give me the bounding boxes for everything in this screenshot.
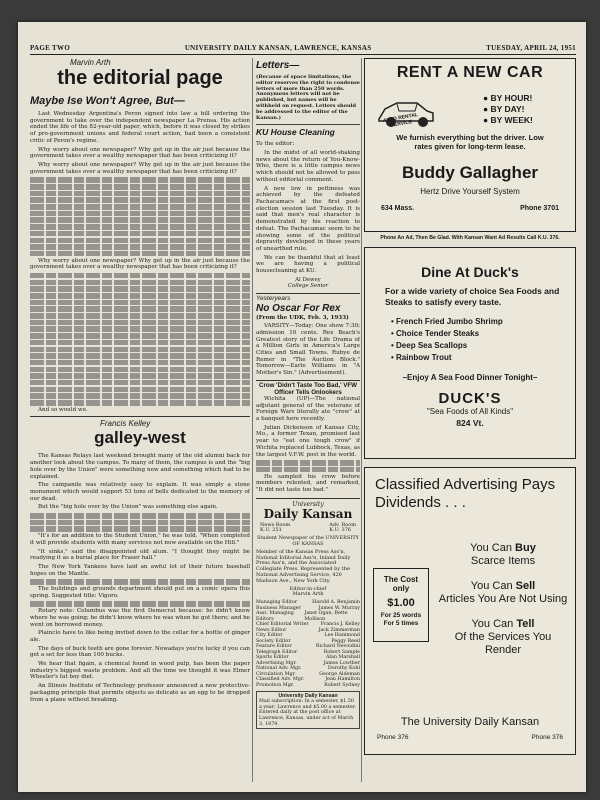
option-day: ● BY DAY! bbox=[483, 104, 525, 114]
paragraph: Why worry about one newspaper? Why get up in the air just because the government takes over a wealthy newspaper that has been criticizing it? bbox=[30, 146, 250, 160]
staff-member: James W. Murray bbox=[318, 605, 360, 611]
paragraph: Rotary note: Columbus was the first Democrat because: he didn't know where he was going; he didn't know where he was when he got there; and he went on borrowed money. bbox=[30, 608, 250, 628]
staff-member: George Aldeman bbox=[319, 671, 360, 677]
menu-item: • French Fried Jumbo Shrimp bbox=[391, 317, 503, 326]
classified-footer: The University Daily Kansan bbox=[400, 716, 540, 728]
crow-section bbox=[256, 380, 360, 494]
staff-member: Robert Sydney bbox=[324, 682, 360, 688]
paragraph: A new low in pettiness was achieved by the defeated Pachacamacs at the first post-election session last Tuesday. It is said that men's real character is demonstrated by his reaction to defeat. The Pachacamac seem to be showing some of the political depravity developed in these years of unearthed rule. bbox=[256, 185, 360, 252]
news-room-ext: K.U. 251 bbox=[260, 527, 282, 534]
column-rule bbox=[252, 58, 253, 782]
paragraph: Julian Dickenson of Kansas City, Mo., a former Texan, promised last year to "eat one tough crow" if Wichita replaced Lubbock, Texas, as the largest V.F.W. post in the world. bbox=[256, 424, 360, 458]
staff-role: Sports Editor bbox=[256, 655, 289, 661]
letters-headline: KU House Cleaning bbox=[256, 124, 360, 137]
staff-role: Managing Editor bbox=[256, 600, 298, 606]
issue-date: TUESDAY, APRIL 24, 1951 bbox=[486, 44, 576, 52]
ducks-address: 824 Vt. bbox=[456, 418, 484, 428]
letter-signature: Al Dewey bbox=[295, 276, 321, 283]
member-line: Member of the Kansas Press Ass'n, National Editorial Ass'n, Inland Daily Press Ass'n, and the Associated Collegiate Press. Represented by the National Advertising Service, 420 Madison Ave., New York City. bbox=[256, 548, 351, 584]
staff-role: Business Manager bbox=[256, 605, 301, 611]
page-masthead bbox=[30, 42, 576, 55]
rent-car-headline: RENT A NEW CAR bbox=[396, 64, 544, 81]
letter-school: College Senior bbox=[287, 283, 329, 290]
paragraph: We hear that figain, a chemical found in wood pulp, has been the paper industry's biggest waste problem. And all the time we thought it was Elmer Wheeler's fat boy diet. bbox=[30, 661, 250, 681]
paragraph: We can be thankful that at least we are having a political housecleaning at KU. bbox=[256, 254, 360, 275]
phone-rooms bbox=[260, 523, 356, 535]
paragraph: Last Wednesday Argentina's Peron signed into law a bill ordering the government to take over the independent newspaper La Prensa. His action ended the life of the 82-year-old paper, which, before it was closed by strikes of pro-government unions and federal court action, had been a consistent critic of Peron's regime. bbox=[30, 111, 250, 144]
option-week: ● BY WEEK! bbox=[483, 115, 533, 125]
editorial-byline: Marvin Arth bbox=[70, 58, 111, 67]
paragraph: Why worry about one newspaper? Why get up in the air just because the government takes over a wealthy newspaper that has been criticizing it? bbox=[30, 161, 250, 175]
cost-title: The Cost only bbox=[383, 575, 419, 593]
paragraph: "It sinks," said the disappointed old alum. "I thought they might be readying it as a burial place for Fraser hall." bbox=[30, 548, 250, 562]
rental-service-label: AUTO RENTAL SERVICE bbox=[382, 112, 419, 129]
phone-left: Phone 376 bbox=[377, 734, 409, 741]
paragraph: The Kansas Relays last weekend brought many of the old alumni back for another look about the campus. To many of them, the campus is and the "big hole over by the Union" were something new and something which had to be explained. bbox=[30, 453, 250, 480]
paper-name: UNIVERSITY DAILY KANSAN, LAWRENCE, KANSAS bbox=[184, 44, 372, 52]
staff-role: Telegraph Editor bbox=[256, 649, 298, 655]
staff-subtitle: Student Newspaper of the UNIVERSITY OF KANSAS bbox=[257, 535, 359, 548]
option-hour: ● BY HOUR! bbox=[483, 93, 533, 103]
ad-column bbox=[364, 58, 576, 755]
dealer-contact bbox=[381, 205, 559, 212]
dealer-phone: Phone 3701 bbox=[520, 205, 559, 212]
paragraph: Wichita (UP)—The national adjutant general of the veterans of Foreign Wars literally ate "crow" at a banquet here recently. bbox=[256, 395, 360, 422]
staff-member: Robert Sample bbox=[323, 649, 360, 655]
ducks-menu bbox=[391, 316, 575, 364]
staff-member: Peggy Reed bbox=[331, 638, 360, 644]
galley-byline: Francis Kelley bbox=[100, 419, 151, 429]
staff-member: Lee Hammond bbox=[324, 633, 360, 639]
staff-role-row bbox=[256, 611, 360, 622]
ducks-slogan: "Sea Foods of All Kinds" bbox=[426, 407, 514, 416]
galley-title: galley-west bbox=[94, 428, 186, 448]
letters-intro: (Because of space limitations, the editor reserves the right to condense letters of more than 250 words. Anonymous letters will not be published, but names will be withheld on request. Letters should be addressed to the editor of the Kansan.) bbox=[256, 74, 360, 121]
staff-role: Classified Adv. Mgr. bbox=[256, 677, 305, 683]
rental-tagline: We furnish everything but the driver. Low rates given for long-term lease. bbox=[396, 133, 544, 151]
paragraph: Plainclo have to like being invited down to the cellar for a bottle of ginger ale. bbox=[30, 630, 250, 643]
classified-phones bbox=[377, 734, 563, 741]
staff-role: Society Editor bbox=[256, 638, 291, 644]
nameplate-kicker: University bbox=[292, 500, 324, 508]
paragraph: Why worry about one newspaper? Why get up in the air just because the government takes over a wealthy newspaper that has been criticizing it? bbox=[30, 257, 250, 271]
paragraph: He sampled his crow before members relented, and remarked, "It did not taste too bad." bbox=[256, 473, 360, 493]
classified-ad bbox=[364, 467, 576, 755]
adv-room-ext: K.U. 376 bbox=[329, 527, 352, 534]
yesteryears-dateline: (From the UDK, Feb. 3, 1933) bbox=[256, 314, 349, 321]
staff-role: News Editor bbox=[256, 627, 287, 633]
paragraph: In the midst of all world-shaking news about the return of You-Know-Who, there is a little campus news which should not be allowed to pass without editorial comment. bbox=[256, 150, 360, 183]
staff-role: City Editor bbox=[256, 633, 283, 639]
ducks-ad bbox=[364, 247, 576, 459]
yesteryears-text: VARSITY—Today: One show 7:30; admission 10 cents. Rex Beach's Greatest story of the Life Drama of a Million Girls in America's Large Cities and Small Towns. Rubye de Remer in "The Auction Block." Tomorrow—Earle Williams in "A Mother's Sin." (Advertisement). bbox=[256, 323, 360, 377]
ducks-headline: Dine At Duck's bbox=[421, 264, 519, 280]
staff-roles bbox=[256, 600, 360, 688]
paragraph: The campanile was relatively easy to explain. It was simply a stone monument which would support 53 tons of bells dedicated to the memory of our dead. bbox=[30, 482, 250, 502]
staff-role: National Adv. Mgr. bbox=[256, 666, 302, 672]
yesteryears-headline: No Oscar For Rex bbox=[256, 302, 341, 314]
dealer-name: Buddy Gallagher bbox=[401, 163, 539, 182]
ducks-name: DUCK'S bbox=[438, 390, 502, 407]
yesteryears-label: Yesteryears bbox=[256, 294, 291, 302]
letters-title: Letters— bbox=[256, 60, 300, 71]
editor-label: Editor-in-chief bbox=[289, 585, 327, 592]
editorial-title: the editorial page bbox=[57, 67, 223, 89]
staff-member: Richard Nevoidini bbox=[315, 644, 360, 650]
line-buy: You Can Buy Scarce Items bbox=[470, 542, 536, 567]
column-rule bbox=[361, 58, 362, 782]
rent-car-ad bbox=[364, 58, 576, 232]
staff-member: Alan Marshall bbox=[325, 655, 360, 661]
line-tell: You Can Tell Of the Services You Render bbox=[454, 618, 552, 656]
phone-right: Phone 376 bbox=[531, 734, 563, 741]
paragraph: And so would we. bbox=[38, 406, 88, 413]
staff-member: Jean Hamilton bbox=[325, 677, 360, 683]
menu-item: • Rainbow Trout bbox=[391, 353, 452, 362]
staff-role: Promotion Mgr. bbox=[256, 682, 295, 688]
dealer-address: 634 Mass. bbox=[381, 205, 415, 212]
paragraph: "It's for an addition to the Student Union," he was told. "When completed it will provide students with many services not now available on the Hill." bbox=[30, 533, 250, 546]
paragraph: The days of buck teeth are gone forever. Nowadays you're lucky if you can get a set for less than 100 bucks. bbox=[30, 645, 250, 659]
cost-box bbox=[373, 568, 429, 642]
paragraph: An Illinois Institute of Technology professor announced a new protective-packaging principle that permits objects as delicate as an egg to be dropped from a plane without breaking. bbox=[30, 683, 250, 703]
staff-box bbox=[256, 498, 360, 730]
paragraph: But the "big hole over by the Union" was something else again. bbox=[38, 504, 218, 511]
subscription-title: University Daily Kansan bbox=[278, 693, 338, 700]
staff-member: Dorothy Kohl bbox=[327, 666, 360, 672]
yesteryears-section bbox=[256, 293, 360, 377]
ducks-tagline: –Enjoy A Sea Food Dinner Tonight– bbox=[402, 373, 538, 382]
ducks-intro: For a wide variety of choice Sea Foods and Steaks to satisfy every taste. bbox=[385, 286, 560, 307]
staff-member: Harold A. Benjamin bbox=[312, 600, 360, 606]
want-ad-strip: Phone An Ad, Then Be Glad. With Kansan Want Ad Results Call K.U. 376. bbox=[380, 235, 560, 241]
staff-member: Francis J. Kelley bbox=[320, 622, 360, 628]
classified-headline: Classified Advertising Pays Dividends . . . bbox=[375, 476, 556, 511]
editorial-headline: Maybe Ise Won't Agree, But— bbox=[30, 95, 185, 107]
staff-member: Janet Ogan, Bette Mollison bbox=[304, 611, 348, 622]
letter-body bbox=[256, 141, 360, 289]
staff-role: Advertising Mgr. bbox=[256, 660, 297, 666]
news-room-label: News Room bbox=[260, 521, 291, 528]
galley-body bbox=[30, 453, 250, 703]
classified-lines bbox=[437, 542, 569, 657]
line-sell: You Can Sell Articles You Are Not Using bbox=[438, 580, 568, 605]
staff-member: Jack Zimmerman bbox=[318, 627, 360, 633]
staff-role: Feature Editor bbox=[256, 644, 292, 650]
adv-room-label: Adv. Room bbox=[329, 521, 356, 528]
editorial-column bbox=[30, 58, 250, 705]
letters-column bbox=[256, 58, 360, 729]
cost-price: $1.00 bbox=[387, 597, 415, 609]
nameplate: Daily Kansan bbox=[263, 506, 353, 521]
subscription-text: Mail subscription: In a semester, $1.50 a year; Lawrence and $5.00 a semester. Entered daily at the post office at Lawrence, Kansas, under act of March 3, 1879. bbox=[259, 699, 357, 727]
staff-role: Asst. Managing Editors bbox=[256, 611, 294, 622]
paragraph: The buildings and grounds department should put on a comic opera this spring. Suggested title: Vigoro. bbox=[30, 586, 250, 599]
crow-headline: Crow 'Didn't Taste Too Bad,' VFW Officer Tells Onlookers bbox=[258, 381, 358, 396]
letter-salutation: To the editor: bbox=[256, 141, 295, 148]
staff-role-row bbox=[256, 683, 360, 689]
galley-section bbox=[30, 416, 250, 703]
paragraph: The New York Yankees have laid an awful lot of their future baseball hopes on the Mantle. bbox=[30, 563, 250, 577]
staff-role: Circulation Mgr. bbox=[256, 671, 296, 677]
rental-options bbox=[483, 93, 533, 126]
page-number: PAGE TWO bbox=[30, 44, 71, 52]
newspaper-page bbox=[18, 22, 586, 792]
staff-role: Chief Editorial Writer bbox=[256, 622, 309, 628]
menu-item: • Deep Sea Scallops bbox=[391, 341, 468, 350]
subscription-box bbox=[256, 691, 360, 729]
staff-member: James Lowther bbox=[323, 660, 360, 666]
menu-item: • Choice Tender Steaks bbox=[391, 329, 480, 338]
cost-detail: For 25 words For 5 times bbox=[380, 612, 422, 627]
dealer-sub: Hertz Drive Yourself System bbox=[420, 187, 520, 196]
editorial-body bbox=[30, 111, 250, 413]
editor-name: Marvin Arth bbox=[292, 591, 324, 598]
